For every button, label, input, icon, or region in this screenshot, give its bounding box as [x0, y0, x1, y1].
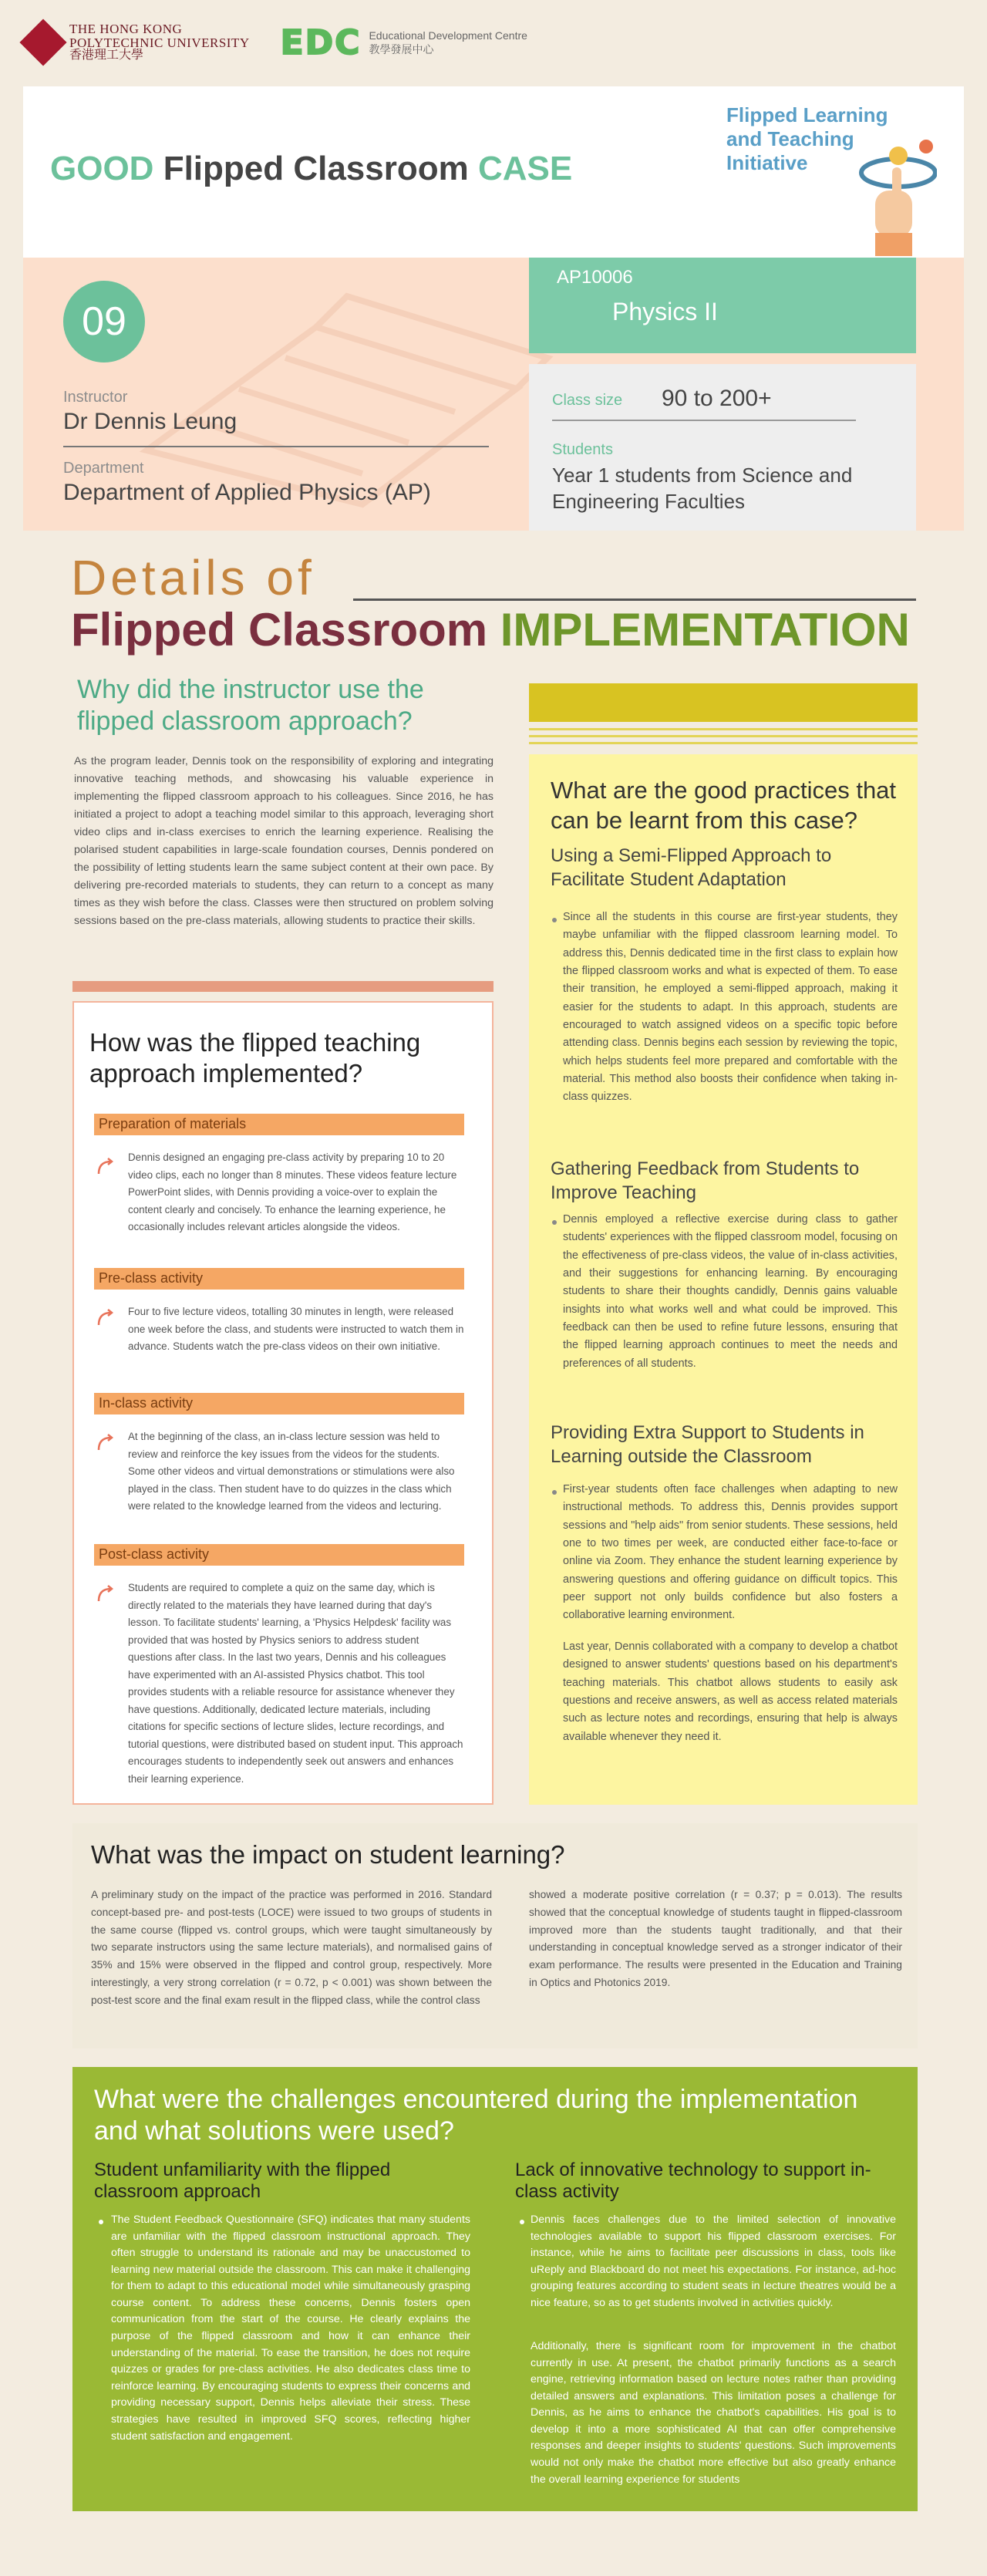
edc-logo — [281, 23, 527, 62]
stage-preparation-title: Preparation of materials — [94, 1114, 464, 1135]
impact-section — [72, 1823, 918, 2048]
instructor-label: Instructor — [63, 389, 128, 406]
polyu-logo — [23, 22, 250, 62]
impl-flipped: Flipped Classroom — [71, 604, 488, 656]
practice-2-title: Gathering Feedback from Students to Improve Teaching — [551, 1158, 860, 1204]
stage-inclass-title: In-class activity — [94, 1393, 464, 1414]
why-body: As the program leader, Dennis took on the responsibility of exploring and integrating innovative teaching methods, and showcasing his valuable experience in implementing the flipped classroom approach to his colleagues. Since 2016, he has initiated a project to adopt a teaching model similar to this approach, leveraging short video clips and in-class exercises to enrich the learning experience. Realising the polarised student capabilities in large-scale foundation courses, Dennis pondered on the possibility of letting students learn the same subject content at their own pace. By delivering pre-recorded materials to students, they can return to a concept as many times as they wish before the class. Classes were then structured on problem solving sessions based on the pre-class materials, allowing students to practice their skills. — [74, 755, 494, 927]
challenge-2-title: Lack of innovative technology to support in-class activity — [515, 2160, 871, 2202]
stage-inclass-body: At the beginning of the class, an in-class lecture session was held to review and reinforce the key issues from the videos for the students. Some other videos and virtual demonstrations or stimulations were also played in the class. Then student have to do quizzes in the class which were related to the knowledge learned from the videos and lecturing. — [128, 1431, 455, 1512]
challenge-2-body: Dennis faces challenges due to the limited selection of innovative technologies available to support his flipped classroom exercises. For instance, while he aims to facilitate peer discussions in class, tools like uReply and Blackboard do not meet his expectations. For instance, ad-hoc grouping features according to student seats in lecture theatres would be a nice feature, so as to get students involved in activities quickly. — [531, 2214, 896, 2309]
divider — [552, 420, 856, 421]
good-practices-box — [529, 754, 918, 1805]
stage-preclass-title: Pre-class activity — [94, 1268, 464, 1290]
initiative-line: Initiative — [726, 151, 808, 175]
students-value: Year 1 students from Science and Engineering Faculties — [552, 464, 853, 513]
practice-1-title: Using a Semi-Flipped Approach to Facilitate Student Adaptation — [551, 845, 832, 891]
course-box — [529, 258, 916, 353]
initiative-line: Flipped Learning — [726, 103, 888, 126]
course-code: AP10006 — [557, 267, 633, 288]
how-implemented-box — [72, 1001, 494, 1805]
polyu-name-line1: THE HONG KONG — [69, 21, 183, 36]
edc-name-en: Educational Development Centre — [369, 29, 527, 42]
practice-3-title: Providing Extra Support to Students in Learning outside the Classroom — [551, 1422, 864, 1468]
challenges-heading: What were the challenges encountered during the implementation and what solutions were used? — [94, 2085, 858, 2146]
bullet — [520, 2220, 524, 2224]
title-card — [23, 86, 964, 258]
hand-illustration-icon — [852, 125, 937, 256]
header-logos — [23, 15, 527, 69]
building-decoration-icon — [116, 281, 578, 512]
bullet — [552, 918, 557, 922]
challenge-2-body-2: Additionally, there is significant room for improvement in the chatbot currently in use. At present, the chatbot primarily functions as a search engine, retrieving information based on lecture notes rather than providing detailed answers and explanations. This limitation poses a challenge for Dennis, as he aims to enhance the chatbot's capabilities. His goal is to develop it into a more sophisticated AI that can offer comprehensive responses and deeper insights to students' questions. Such improvements would not only make the chatbot more effective but also greatly enhance the overall learning experience for students — [531, 2340, 896, 2486]
polyu-name-zh: 香港理工大學 — [69, 49, 144, 62]
challenge-1-title: Student unfamiliarity with the flipped classroom approach — [94, 2160, 391, 2202]
good-practices-heading: What are the good practices that can be learnt from this case? — [551, 777, 897, 834]
details-heading: Details of — [71, 550, 315, 605]
edc-letters: EDC — [280, 22, 362, 62]
bullet — [552, 1490, 557, 1495]
curved-arrow-icon — [96, 1308, 116, 1328]
title-middle: Flipped Classroom — [163, 150, 469, 187]
stage-preparation-body: Dennis designed an engaging pre-class activity by preparing 10 to 20 video clips, each no longer than 8 minutes. These videos feature lecture PowerPoint slides, with Dennis providing a voice-over to explain the content clearly and concisely. To enhance the learning experience, he occasionally includes relevant articles alongside the videos. — [128, 1151, 457, 1233]
case-number: 09 — [63, 281, 145, 362]
impact-body-col1: A preliminary study on the impact of the practice was performed in 2016. Standard concept-based pre- and post-tests (LOCE) were issued to two groups of students in the same course (flipped vs. control groups, which were taught simultaneously by two separate instructors using the same lecture materials), and normalised gains of 35% and 15% were observed in the flipped and control group, respectively. More interestingly, a very strong correlation (r = 0.72, p < 0.001) was shown between the post-test score and the final exam result in the flipped class, while the control class — [91, 1889, 492, 2006]
title-good: GOOD — [50, 150, 154, 187]
department-label: Department — [63, 460, 144, 477]
department-name: Department of Applied Physics (AP) — [63, 480, 431, 505]
impl-word: IMPLEMENTATION — [500, 604, 910, 656]
implementation-heading — [71, 603, 910, 656]
instructor-name: Dr Dennis Leung — [63, 409, 237, 434]
divider-bar — [72, 981, 494, 992]
class-size-value: 90 to 200+ — [662, 386, 772, 411]
divider — [63, 446, 489, 447]
polyu-name-line2: POLYTECHNIC UNIVERSITY — [69, 35, 250, 50]
curved-arrow-icon — [96, 1584, 116, 1604]
yellow-stripes — [529, 728, 918, 751]
course-name: Physics II — [612, 298, 718, 325]
heading-rule — [353, 598, 916, 601]
practice-3-body-2: Last year, Dennis collaborated with a company to develop a chatbot designed to answer students' questions based on his department's teaching materials. This chatbot allows students to easily ask questions and receive answers, as well as access related materials such as lecture notes and recordings, ensuring that help is always available whenever they need it. — [563, 1640, 898, 1743]
curved-arrow-icon — [96, 1433, 116, 1453]
challenge-1-body: The Student Feedback Questionnaire (SFQ) indicates that many students are unfamiliar with the flipped classroom instructional approach. They often struggle to understand its rationale and may be unaccustomed to learning new material outside the classroom. This can make it challenging for them to adapt to this educational model while simultaneously grasping course content. To address these concerns, Dennis fosters open communication from the start of the course. He clearly explains the purpose of the flipped classroom and how it can enhance their understanding of the material. To ease the transition, he does not require quizzes or grades for pre-class activities. He also dedicates class time to reinforce learning. By encouraging students to express their concerns and providing necessary support, Dennis helps alleviate their stress. These strategies have resulted in improved SFQ scores, reflecting higher student satisfaction and engagement. — [111, 2214, 470, 2443]
students-label: Students — [552, 441, 613, 458]
curved-arrow-icon — [96, 1157, 116, 1177]
bullet — [99, 2220, 103, 2224]
practice-3-body: First-year students often face challenges when adapting to new instructional methods. To address this, Dennis provides support sessions and "help aids" from senior students. These sessions, held one to two times per week, are conducted either face-to-face or online via Zoom. They enhance the student learning experience by answering questions and offering guidance on difficult topics. This peer support not only builds confidence but also fosters a collaborative learning environment. — [563, 1483, 898, 1622]
bullet — [552, 1220, 557, 1225]
impact-heading: What was the impact on student learning? — [91, 1840, 565, 1869]
yellow-bar — [529, 683, 918, 722]
practice-1-body: Since all the students in this course are first-year students, they maybe unfamiliar with the flipped classroom learning model. To address this, Dennis dedicated time in the first class to explain how the flipped classroom works and what is expected of them. To ease their transition, he employed a semi-flipped approach, making it easier for the students to adapt. In this approach, students are encouraged to watch assigned videos on a specific topic before attending class. Dennis begins each session by reviewing the topic, which helps students feel more prepared and comfortable with the material. This method also boosts their confidence when taking in-class quizzes. — [563, 911, 898, 1104]
practice-2-body: Dennis employed a reflective exercise during class to gather students' experiences with the flipped classroom model, focusing on the effectiveness of pre-class videos, the value of in-class activities, and their suggestions for enhancing learning. By encouraging students to share their thoughts candidly, Dennis gains valuable insights into what works well and what could be improved. This feedback can then be used to refine future lessons, ensuring that the flipped learning approach continues to meet the needs and preferences of all students. — [563, 1213, 898, 1370]
stage-postclass-title: Post-class activity — [94, 1544, 464, 1566]
challenges-section — [72, 2067, 918, 2511]
initiative-line: and Teaching — [726, 127, 854, 151]
page-title — [50, 150, 572, 188]
impact-body-col2: showed a moderate positive correlation (r = 0.37; p = 0.013). The results showed that the conceptual knowledge of students taught in flipped-classroom improved more than the students taught traditionally, and that their understanding in conceptual knowledge served as a stronger indicator of their exam performance. The results were presented in the Education and Training in Optics and Photonics 2019. — [529, 1889, 902, 1988]
class-size-label: Class size — [552, 392, 623, 409]
edc-mark — [281, 23, 362, 62]
case-info-band — [23, 258, 964, 531]
stage-postclass-body: Students are required to complete a quiz on the same day, which is directly related to the materials they have learned during that day's lesson. To facilitate students' learning, a 'Physics Helpdesk' facility was provided that was hosted by Physics seniors to address student questions after class. In the last two years, Dennis and his colleagues have experimented with an AI-assisted Physics chatbot. This tool provides students with a reliable resource for assistance whenever they have questions. Additionally, dedicated lecture materials, including citations for specific sections of lecture slides, lecture recordings, and tutorial questions, were distributed based on student input. This approach encourages students to independently seek out answers and enhances their learning experience. — [128, 1582, 463, 1785]
title-case: CASE — [478, 150, 573, 187]
stage-preclass-body: Four to five lecture videos, totalling 30 minutes in length, were released one week before the class, and students were instructed to watch them in advance. Students watch the pre-class videos on their own initiative. — [128, 1306, 464, 1353]
class-info-box — [529, 364, 916, 531]
edc-name-zh: 教學發展中心 — [369, 43, 434, 56]
how-heading: How was the flipped teaching approach implemented? — [89, 1028, 421, 1088]
polyu-emblem-icon — [23, 22, 63, 62]
why-heading: Why did the instructor use the flipped classroom approach? — [77, 675, 424, 736]
